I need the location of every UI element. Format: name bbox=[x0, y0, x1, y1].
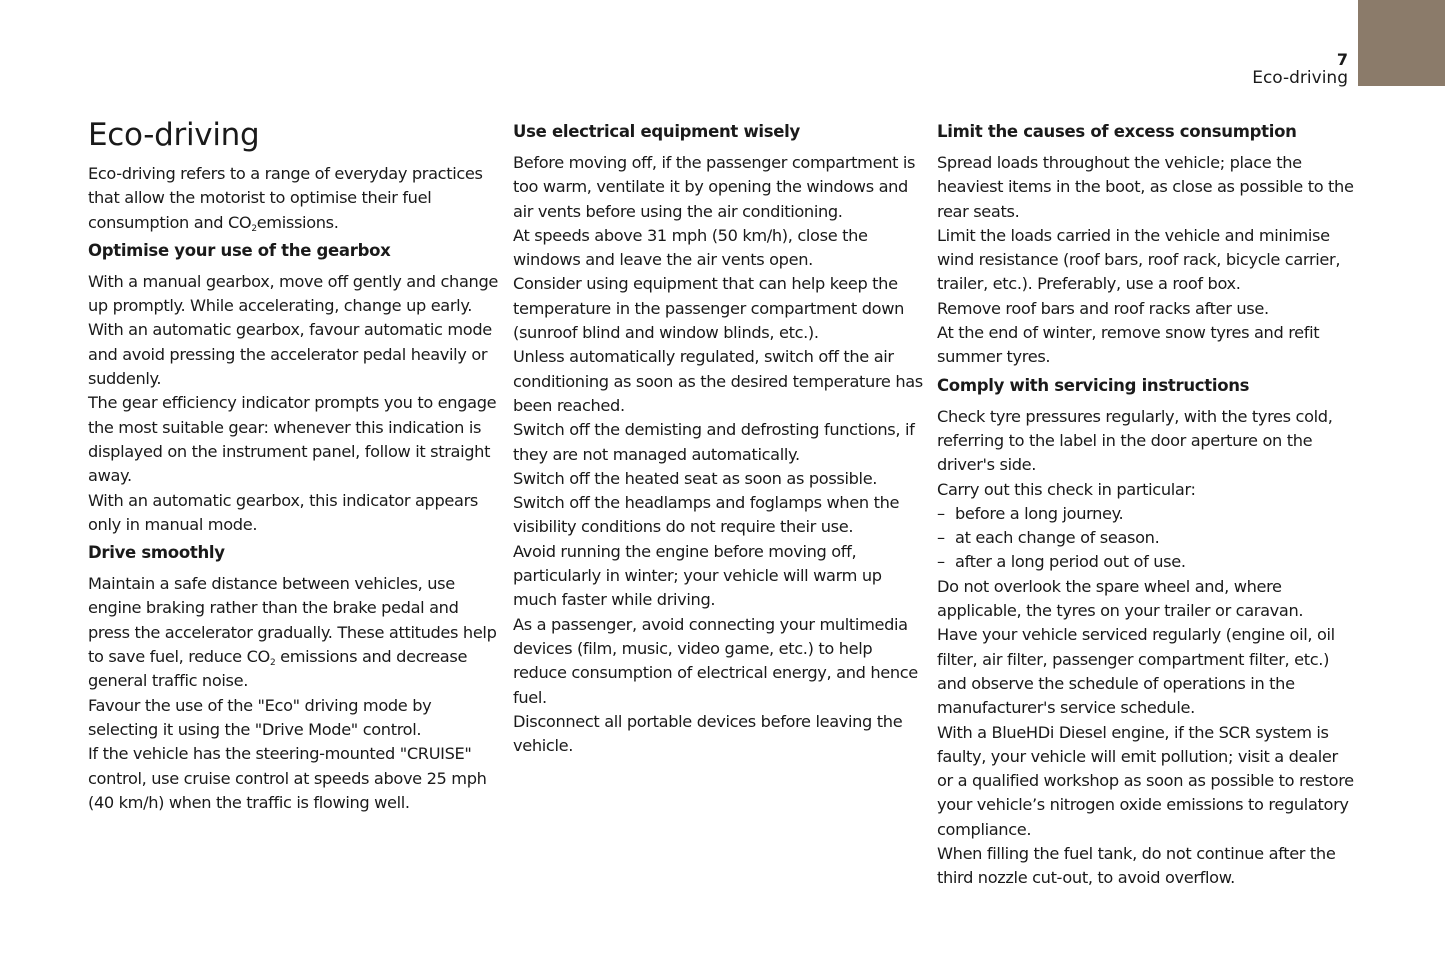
paragraph: Disconnect all portable devices before leaving the vehicle. bbox=[513, 711, 903, 756]
paragraph: At speeds above 31 mph (50 km/h), close the windows and leave the air vents open. bbox=[513, 225, 868, 270]
paragraph-text-end: emissions and decrease general traffic noise. bbox=[88, 647, 468, 691]
running-head: Eco-driving bbox=[1252, 68, 1348, 88]
heading-excess-consumption: Limit the causes of excess consumption bbox=[937, 122, 1297, 141]
intro-text-end: emissions. bbox=[256, 212, 339, 232]
list-item: – after a long period out of use. bbox=[937, 550, 1357, 574]
paragraph: Switch off the heated seat as soon as possible. bbox=[513, 468, 878, 488]
intro-paragraph bbox=[88, 162, 498, 235]
paragraph: Favour the use of the "Eco" driving mode by selecting it using the "Drive Mode" control. bbox=[88, 695, 432, 739]
intro-text: Eco-driving refers to a range of everyday practices that allow the motorist to optimise their fuel consumption and CO bbox=[88, 164, 483, 232]
paragraph: With a manual gearbox, move off gently and change up promptly. While accelerating, change up early. bbox=[88, 271, 498, 316]
paragraph: Unless automatically regulated, switch off the air conditioning as soon as the desired temperature has been reached. bbox=[513, 347, 923, 415]
paragraph: Switch off the headlamps and foglamps when the visibility conditions do not require their use. bbox=[513, 493, 900, 537]
list-item: – before a long journey. bbox=[937, 502, 1357, 526]
paragraph: As a passenger, avoid connecting your multimedia devices (film, music, video game, etc.) to help reduce consumption of electrical energy, and hence fuel. bbox=[513, 614, 918, 707]
paragraph: Avoid running the engine before moving off, particularly in winter; your vehicle will warm up much faster while driving. bbox=[513, 541, 882, 610]
servicing-section bbox=[937, 405, 1357, 891]
heading-servicing: Comply with servicing instructions bbox=[937, 375, 1250, 395]
paragraph: Check tyre pressures regularly, with the tyres cold, referring to the label in the door aperture on the driver's side. bbox=[937, 406, 1333, 475]
paragraph: With an automatic gearbox, this indicator appears only in manual mode. bbox=[88, 490, 478, 534]
heading-electrical: Use electrical equipment wisely bbox=[513, 122, 800, 141]
paragraph: Remove roof bars and roof racks after use. bbox=[937, 298, 1269, 318]
paragraph bbox=[88, 572, 498, 693]
subscript: 2 bbox=[251, 223, 257, 234]
smooth-section bbox=[88, 572, 498, 815]
column-2 bbox=[513, 118, 923, 762]
paragraph: Switch off the demisting and defrosting functions, if they are not managed automatically. bbox=[513, 420, 915, 464]
paragraph: Spread loads throughout the vehicle; place the heaviest items in the boot, as close as possible to the rear seats. bbox=[937, 153, 1354, 221]
paragraph: Do not overlook the spare wheel and, where applicable, the tyres on your trailer or caravan. bbox=[937, 576, 1304, 621]
list-item: – at each change of season. bbox=[937, 526, 1357, 550]
page-title: Eco-driving bbox=[88, 117, 260, 153]
chapter-tab bbox=[1358, 0, 1445, 86]
paragraph: Limit the loads carried in the vehicle and minimise wind resistance (roof bars, roof rack, bicycle carrier, trailer, etc.). Preferably, use a roof box. bbox=[937, 225, 1341, 294]
paragraph: With a BlueHDi Diesel engine, if the SCR system is faulty, your vehicle will emit pollution; visit a dealer or a qualified workshop as soon as possible to restore your vehicle’s nitrogen oxide emissions to regulatory compliance. bbox=[937, 722, 1354, 839]
paragraph: With an automatic gearbox, favour automatic mode and avoid pressing the accelerator pedal heavily or suddenly. bbox=[88, 320, 492, 389]
column-1 bbox=[88, 118, 498, 819]
column-3 bbox=[937, 118, 1357, 895]
electrical-section bbox=[513, 151, 923, 758]
paragraph: If the vehicle has the steering-mounted "CRUISE" control, use cruise control at speeds above 25 mph (40 km/h) when the traffic is flowing well. bbox=[88, 744, 487, 812]
paragraph: Before moving off, if the passenger compartment is too warm, ventilate it by opening the windows and air vents before using the air conditioning. bbox=[513, 153, 916, 221]
gearbox-section bbox=[88, 270, 498, 537]
heading-drive-smoothly: Drive smoothly bbox=[88, 543, 225, 563]
paragraph: At the end of winter, remove snow tyres and refit summer tyres. bbox=[937, 323, 1320, 367]
paragraph: Carry out this check in particular: bbox=[937, 479, 1196, 499]
page-number: 7 bbox=[1336, 50, 1348, 69]
paragraph: Have your vehicle serviced regularly (engine oil, oil filter, air filter, passenger compartment filter, etc.) and observe the schedule of operations in the manufacturer's service schedule. bbox=[937, 625, 1335, 718]
subscript: 2 bbox=[269, 658, 276, 669]
paragraph: The gear efficiency indicator prompts you to engage the most suitable gear: whenever this indication is displayed on the instrument panel, follow it straight away. bbox=[88, 393, 497, 486]
intro bbox=[88, 162, 498, 235]
heading-gearbox: Optimise your use of the gearbox bbox=[88, 240, 391, 260]
excess-section bbox=[937, 151, 1357, 370]
paragraph: When filling the fuel tank, do not continue after the third nozzle cut-out, to avoid overflow. bbox=[937, 844, 1336, 888]
paragraph-text: Maintain a safe distance between vehicles, use engine braking rather than the brake pedal and press the accelerator gradually. These attitudes help to save fuel, reduce CO bbox=[88, 574, 497, 667]
paragraph: Consider using equipment that can help keep the temperature in the passenger compartment down (sunroof blind and window blinds, etc.). bbox=[513, 274, 905, 343]
